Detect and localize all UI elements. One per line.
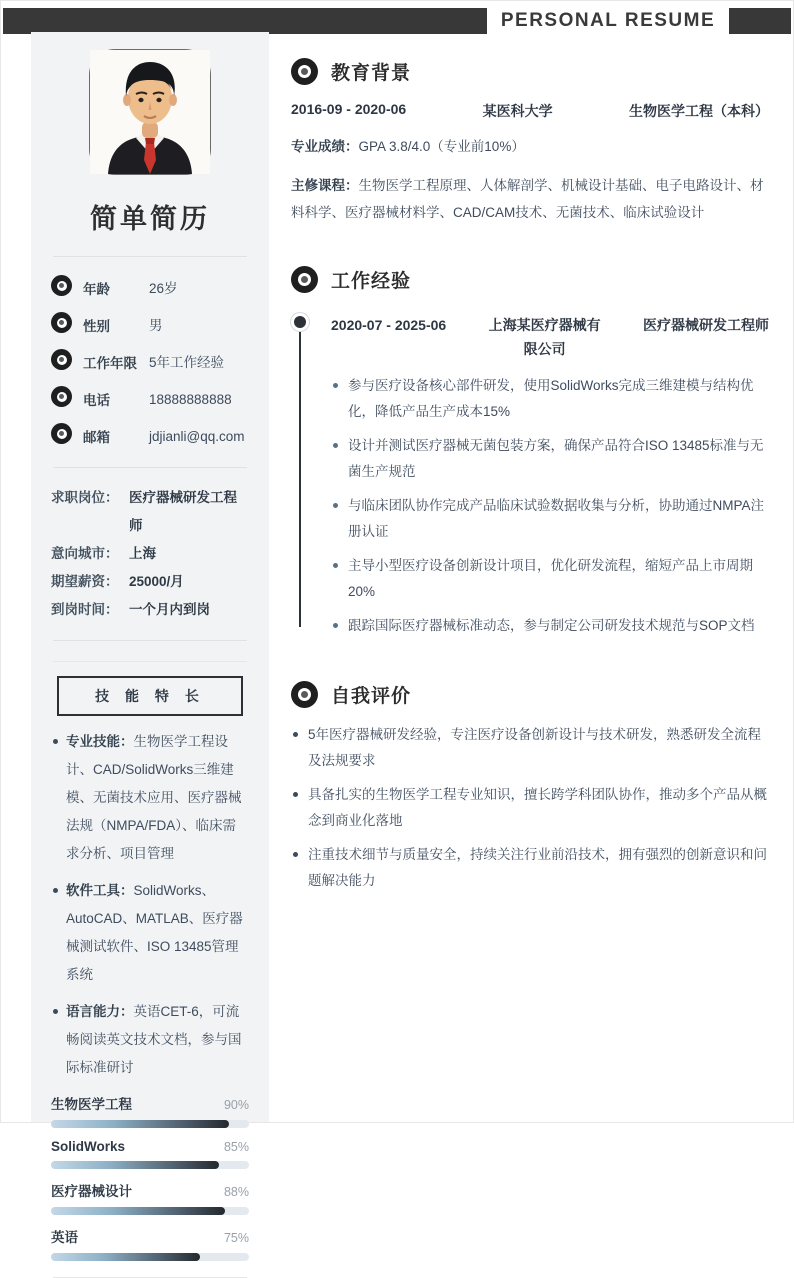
avatar-illustration bbox=[90, 50, 210, 174]
bullet-dot-icon bbox=[53, 1009, 58, 1014]
section-record-icon bbox=[291, 266, 318, 293]
experience-bullet bbox=[331, 553, 769, 605]
intent-row-position bbox=[51, 484, 249, 540]
experience-bullet bbox=[331, 373, 769, 425]
intent-row-city bbox=[51, 540, 249, 568]
bar-label: 医疗器械设计 bbox=[51, 1184, 132, 1199]
bar-track bbox=[51, 1253, 249, 1261]
experience-bullets bbox=[331, 373, 769, 639]
section-record-icon bbox=[291, 58, 318, 85]
info-label: 年龄 bbox=[83, 282, 110, 297]
skill-bars bbox=[51, 1093, 249, 1261]
intent-row-salary bbox=[51, 568, 249, 596]
bullet-text: 具备扎实的生物医学工程专业知识，擅长跨学科团队协作，推动多个产品从概念到商业化落地 bbox=[308, 787, 767, 828]
experience-entry-header bbox=[331, 313, 769, 361]
evaluation-bullet bbox=[291, 782, 769, 834]
education-section-header bbox=[291, 58, 769, 85]
experience-role: 医疗器械研发工程师 bbox=[642, 317, 769, 333]
info-row-email bbox=[51, 423, 249, 447]
skill-item-professional bbox=[51, 728, 249, 868]
intent-value: 25000/月 bbox=[129, 574, 184, 589]
bullet-text: 主导小型医疗设备创新设计项目，优化研发流程，缩短产品上市周期20% bbox=[348, 558, 753, 599]
info-row-phone bbox=[51, 386, 249, 410]
bullet-dot-icon bbox=[53, 888, 58, 893]
skill-bar-biomedical bbox=[51, 1093, 249, 1128]
bullet-text: 设计并测试医疗器械无菌包装方案，确保产品符合ISO 13485标准与无菌生产规范 bbox=[348, 438, 764, 479]
info-value: 5年工作经验 bbox=[149, 355, 225, 370]
banner-title: PERSONAL RESUME bbox=[500, 10, 716, 31]
bullet-dot-icon bbox=[53, 739, 58, 744]
bullet-text: 与临床团队协作完成产品临床试验数据收集与分析，协助通过NMPA注册认证 bbox=[348, 498, 765, 539]
skill-label: 软件工具： bbox=[66, 883, 134, 898]
skills-section-title: 技 能 特 长 bbox=[57, 676, 243, 716]
skill-detail: 英语CET-6，可流畅阅读英文技术文档，参与国际标准研讨 bbox=[66, 1004, 242, 1075]
education-school: 某医科大学 bbox=[482, 103, 553, 119]
bullet-dot-icon bbox=[333, 623, 338, 628]
education-period: 2016-09 - 2020-06 bbox=[291, 101, 407, 117]
skill-detail: 生物医学工程设计、CAD/SolidWorks三维建模、无菌技术应用、医疗器械法规（NMPA/FDA）、临床需求分析、项目管理 bbox=[66, 734, 242, 861]
skill-text bbox=[66, 728, 249, 868]
experience-entry bbox=[291, 313, 769, 639]
bar-percent: 85% bbox=[223, 1140, 249, 1154]
education-entry-header bbox=[291, 101, 769, 121]
skill-text bbox=[66, 877, 249, 989]
skill-text bbox=[66, 998, 249, 1082]
bar-fill bbox=[51, 1207, 225, 1215]
bullet-text: 注重技术细节与质量安全，持续关注行业前沿技术，拥有强烈的创新意识和问题解决能力 bbox=[308, 847, 767, 888]
gpa-label: 专业成绩： bbox=[291, 139, 359, 154]
bullet-dot-icon bbox=[293, 852, 298, 857]
bar-label: 生物医学工程 bbox=[51, 1097, 132, 1112]
main-content bbox=[291, 32, 769, 902]
bullet-text: 跟踪国际医疗器械标准动态，参与制定公司研发技术规范与SOP文档 bbox=[348, 618, 755, 633]
bar-label: 英语 bbox=[51, 1230, 78, 1245]
gpa-value: GPA 3.8/4.0（专业前10%） bbox=[358, 139, 525, 154]
bullet-dot-icon bbox=[333, 383, 338, 388]
skill-label: 专业技能： bbox=[66, 734, 134, 749]
info-row-gender bbox=[51, 312, 249, 336]
skill-detail: SolidWorks、AutoCAD、MATLAB、医疗器械测试软件、ISO 13485管理系统 bbox=[66, 883, 243, 982]
info-value: 26岁 bbox=[149, 281, 178, 296]
info-row-age bbox=[51, 275, 249, 299]
intent-label: 意向城市： bbox=[51, 546, 119, 561]
bar-label: SolidWorks bbox=[51, 1139, 126, 1154]
evaluation-bullet bbox=[291, 842, 769, 894]
skill-bar-device-design bbox=[51, 1180, 249, 1215]
info-value: jdjianli@qq.com bbox=[149, 429, 245, 444]
record-bullet-icon bbox=[51, 386, 72, 407]
info-label: 性别 bbox=[83, 319, 110, 334]
evaluation-bullet bbox=[291, 722, 769, 774]
sidebar-divider bbox=[53, 256, 247, 257]
job-intent-list bbox=[51, 484, 249, 624]
experience-bullet bbox=[331, 433, 769, 485]
info-value: 男 bbox=[149, 318, 163, 333]
avatar-photo bbox=[89, 49, 211, 175]
sidebar-divider bbox=[53, 661, 247, 662]
info-label: 邮箱 bbox=[83, 430, 110, 445]
record-bullet-icon bbox=[51, 349, 72, 370]
skill-items bbox=[51, 728, 249, 1082]
bar-track bbox=[51, 1161, 249, 1169]
info-label: 工作年限 bbox=[83, 356, 137, 371]
banner-title-gap bbox=[487, 8, 729, 34]
bar-track bbox=[51, 1207, 249, 1215]
experience-section-header bbox=[291, 266, 769, 293]
section-record-icon bbox=[291, 681, 318, 708]
intent-row-availability bbox=[51, 596, 249, 624]
experience-bullet bbox=[331, 613, 769, 639]
bullet-dot-icon bbox=[333, 563, 338, 568]
intent-label: 求职岗位： bbox=[51, 490, 119, 505]
section-title: 教育背景 bbox=[331, 63, 412, 84]
evaluation-section-header bbox=[291, 681, 769, 708]
section-title: 自我评价 bbox=[331, 686, 412, 707]
education-courses-line bbox=[291, 172, 769, 226]
skill-bar-solidworks bbox=[51, 1139, 249, 1169]
bullet-text: 5年医疗器械研发经验，专注医疗设备创新设计与技术研发，熟悉研发全流程及法规要求 bbox=[308, 727, 762, 768]
bullet-dot-icon bbox=[293, 792, 298, 797]
info-value: 18888888888 bbox=[149, 392, 232, 407]
experience-bullet bbox=[331, 493, 769, 545]
sidebar-divider bbox=[53, 467, 247, 468]
education-gpa-line bbox=[291, 133, 769, 160]
intent-value: 一个月内到岗 bbox=[129, 602, 210, 617]
bar-percent: 75% bbox=[223, 1231, 249, 1245]
intent-value: 上海 bbox=[129, 546, 156, 561]
personal-info-list bbox=[51, 275, 249, 447]
info-label: 电话 bbox=[83, 393, 110, 408]
info-row-experience-years bbox=[51, 349, 249, 373]
record-bullet-icon bbox=[51, 423, 72, 444]
bullet-dot-icon bbox=[333, 443, 338, 448]
evaluation-bullets bbox=[291, 722, 769, 894]
bullet-dot-icon bbox=[293, 732, 298, 737]
intent-label: 期望薪资： bbox=[51, 574, 119, 589]
skill-label: 语言能力： bbox=[66, 1004, 134, 1019]
education-major: 生物医学工程（本科） bbox=[628, 103, 769, 119]
experience-period: 2020-07 - 2025-06 bbox=[331, 317, 447, 333]
banner-bar-right bbox=[729, 8, 791, 34]
bar-fill bbox=[51, 1120, 229, 1128]
skill-item-language bbox=[51, 998, 249, 1082]
sidebar-divider bbox=[53, 640, 247, 641]
sidebar bbox=[31, 32, 269, 1245]
candidate-name: 简单简历 bbox=[90, 204, 210, 234]
bar-fill bbox=[51, 1253, 200, 1261]
bullet-text: 参与医疗设备核心部件研发，使用SolidWorks完成三维建模与结构优化，降低产品生产成本15% bbox=[348, 378, 754, 419]
intent-label: 到岗时间： bbox=[51, 602, 119, 617]
bar-percent: 88% bbox=[223, 1185, 249, 1199]
experience-company: 上海某医疗器械有限公司 bbox=[488, 317, 601, 357]
bar-track bbox=[51, 1120, 249, 1128]
courses-value: 生物医学工程原理、人体解剖学、机械设计基础、电子电路设计、材料科学、医疗器械材料学、CAD/CAM技术、无菌技术、临床试验设计 bbox=[291, 178, 764, 220]
skill-item-software bbox=[51, 877, 249, 989]
intent-value: 医疗器械研发工程师 bbox=[129, 490, 237, 533]
bullet-dot-icon bbox=[333, 503, 338, 508]
timeline-dot-icon bbox=[294, 316, 306, 328]
bar-fill bbox=[51, 1161, 219, 1169]
top-banner bbox=[3, 8, 791, 34]
record-bullet-icon bbox=[51, 275, 72, 296]
record-bullet-icon bbox=[51, 312, 72, 333]
skill-bar-english bbox=[51, 1226, 249, 1261]
banner-bar-left bbox=[3, 8, 487, 34]
courses-label: 主修课程： bbox=[291, 178, 359, 193]
bar-percent: 90% bbox=[223, 1098, 249, 1112]
section-title: 工作经验 bbox=[331, 271, 412, 292]
